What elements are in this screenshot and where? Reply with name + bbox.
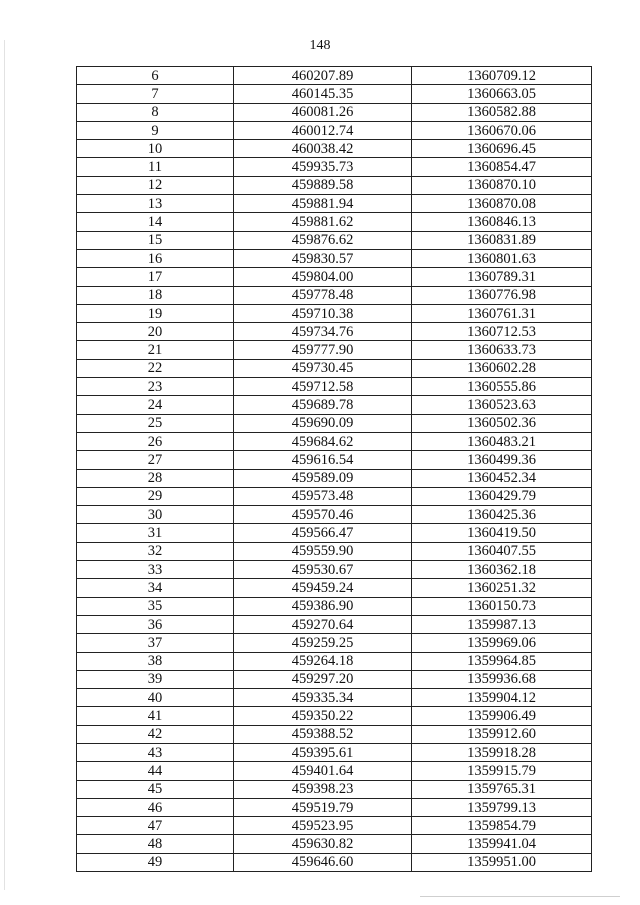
y-coordinate-cell: 1359936.68 xyxy=(412,670,592,688)
table-row xyxy=(77,304,592,322)
y-coordinate-cell: 1360870.08 xyxy=(412,195,592,213)
table-row xyxy=(77,103,592,121)
point-number-cell: 9 xyxy=(77,121,234,139)
table-row xyxy=(77,634,592,652)
point-number-cell: 10 xyxy=(77,140,234,158)
x-coordinate-cell: 460207.89 xyxy=(234,67,412,85)
coordinates-table xyxy=(76,66,592,872)
table-row xyxy=(77,85,592,103)
y-coordinate-cell: 1359765.31 xyxy=(412,780,592,798)
x-coordinate-cell: 459935.73 xyxy=(234,158,412,176)
x-coordinate-cell: 459570.46 xyxy=(234,506,412,524)
x-coordinate-cell: 459519.79 xyxy=(234,798,412,816)
x-coordinate-cell: 459398.23 xyxy=(234,780,412,798)
table-row xyxy=(77,689,592,707)
x-coordinate-cell: 459573.48 xyxy=(234,487,412,505)
y-coordinate-cell: 1360150.73 xyxy=(412,597,592,615)
x-coordinate-cell: 459778.48 xyxy=(234,286,412,304)
y-coordinate-cell: 1359941.04 xyxy=(412,835,592,853)
x-coordinate-cell: 459830.57 xyxy=(234,249,412,267)
table-row xyxy=(77,378,592,396)
y-coordinate-cell: 1360555.86 xyxy=(412,378,592,396)
table-row xyxy=(77,231,592,249)
table-row xyxy=(77,341,592,359)
x-coordinate-cell: 459804.00 xyxy=(234,268,412,286)
x-coordinate-cell: 459689.78 xyxy=(234,396,412,414)
y-coordinate-cell: 1360362.18 xyxy=(412,561,592,579)
point-number-cell: 29 xyxy=(77,487,234,505)
point-number-cell: 43 xyxy=(77,743,234,761)
point-number-cell: 31 xyxy=(77,524,234,542)
x-coordinate-cell: 459264.18 xyxy=(234,652,412,670)
point-number-cell: 6 xyxy=(77,67,234,85)
y-coordinate-cell: 1360483.21 xyxy=(412,432,592,450)
y-coordinate-cell: 1360776.98 xyxy=(412,286,592,304)
table-row xyxy=(77,817,592,835)
x-coordinate-cell: 460081.26 xyxy=(234,103,412,121)
point-number-cell: 39 xyxy=(77,670,234,688)
table-row xyxy=(77,835,592,853)
y-coordinate-cell: 1360831.89 xyxy=(412,231,592,249)
point-number-cell: 34 xyxy=(77,579,234,597)
point-number-cell: 12 xyxy=(77,176,234,194)
y-coordinate-cell: 1359951.00 xyxy=(412,853,592,871)
y-coordinate-cell: 1360854.47 xyxy=(412,158,592,176)
y-coordinate-cell: 1360419.50 xyxy=(412,524,592,542)
point-number-cell: 11 xyxy=(77,158,234,176)
point-number-cell: 14 xyxy=(77,213,234,231)
x-coordinate-cell: 459889.58 xyxy=(234,176,412,194)
y-coordinate-cell: 1360870.10 xyxy=(412,176,592,194)
table-row xyxy=(77,176,592,194)
y-coordinate-cell: 1360425.36 xyxy=(412,506,592,524)
x-coordinate-cell: 459710.38 xyxy=(234,304,412,322)
y-coordinate-cell: 1360709.12 xyxy=(412,67,592,85)
point-number-cell: 41 xyxy=(77,707,234,725)
x-coordinate-cell: 459566.47 xyxy=(234,524,412,542)
x-coordinate-cell: 460145.35 xyxy=(234,85,412,103)
point-number-cell: 37 xyxy=(77,634,234,652)
scan-edge-bottom xyxy=(420,896,620,897)
table-row xyxy=(77,579,592,597)
x-coordinate-cell: 459388.52 xyxy=(234,725,412,743)
x-coordinate-cell: 459401.64 xyxy=(234,762,412,780)
x-coordinate-cell: 460012.74 xyxy=(234,121,412,139)
point-number-cell: 26 xyxy=(77,432,234,450)
point-number-cell: 42 xyxy=(77,725,234,743)
x-coordinate-cell: 459395.61 xyxy=(234,743,412,761)
y-coordinate-cell: 1359969.06 xyxy=(412,634,592,652)
table-row xyxy=(77,780,592,798)
x-coordinate-cell: 459876.62 xyxy=(234,231,412,249)
point-number-cell: 8 xyxy=(77,103,234,121)
table-row xyxy=(77,615,592,633)
point-number-cell: 20 xyxy=(77,323,234,341)
point-number-cell: 23 xyxy=(77,378,234,396)
table-row xyxy=(77,469,592,487)
x-coordinate-cell: 459630.82 xyxy=(234,835,412,853)
point-number-cell: 44 xyxy=(77,762,234,780)
y-coordinate-cell: 1359906.49 xyxy=(412,707,592,725)
point-number-cell: 35 xyxy=(77,597,234,615)
table-row xyxy=(77,286,592,304)
point-number-cell: 30 xyxy=(77,506,234,524)
y-coordinate-cell: 1360761.31 xyxy=(412,304,592,322)
table-row xyxy=(77,249,592,267)
point-number-cell: 7 xyxy=(77,85,234,103)
y-coordinate-cell: 1359799.13 xyxy=(412,798,592,816)
point-number-cell: 33 xyxy=(77,561,234,579)
table-row xyxy=(77,725,592,743)
y-coordinate-cell: 1359904.12 xyxy=(412,689,592,707)
table-row xyxy=(77,487,592,505)
y-coordinate-cell: 1360429.79 xyxy=(412,487,592,505)
x-coordinate-cell: 459350.22 xyxy=(234,707,412,725)
point-number-cell: 13 xyxy=(77,195,234,213)
point-number-cell: 27 xyxy=(77,451,234,469)
table-row xyxy=(77,359,592,377)
y-coordinate-cell: 1360407.55 xyxy=(412,542,592,560)
x-coordinate-cell: 459684.62 xyxy=(234,432,412,450)
x-coordinate-cell: 459589.09 xyxy=(234,469,412,487)
scan-edge-left xyxy=(4,40,5,890)
point-number-cell: 25 xyxy=(77,414,234,432)
table-row xyxy=(77,140,592,158)
point-number-cell: 22 xyxy=(77,359,234,377)
point-number-cell: 18 xyxy=(77,286,234,304)
point-number-cell: 45 xyxy=(77,780,234,798)
y-coordinate-cell: 1359987.13 xyxy=(412,615,592,633)
x-coordinate-cell: 459523.95 xyxy=(234,817,412,835)
table-row xyxy=(77,561,592,579)
y-coordinate-cell: 1360670.06 xyxy=(412,121,592,139)
y-coordinate-cell: 1359964.85 xyxy=(412,652,592,670)
y-coordinate-cell: 1360663.05 xyxy=(412,85,592,103)
x-coordinate-cell: 459881.94 xyxy=(234,195,412,213)
page-number: 148 xyxy=(309,38,331,53)
point-number-cell: 48 xyxy=(77,835,234,853)
point-number-cell: 46 xyxy=(77,798,234,816)
table-row xyxy=(77,542,592,560)
table-row xyxy=(77,506,592,524)
table-row xyxy=(77,121,592,139)
y-coordinate-cell: 1360712.53 xyxy=(412,323,592,341)
y-coordinate-cell: 1359912.60 xyxy=(412,725,592,743)
y-coordinate-cell: 1360582.88 xyxy=(412,103,592,121)
table-row xyxy=(77,67,592,85)
y-coordinate-cell: 1360452.34 xyxy=(412,469,592,487)
point-number-cell: 38 xyxy=(77,652,234,670)
y-coordinate-cell: 1360696.45 xyxy=(412,140,592,158)
point-number-cell: 47 xyxy=(77,817,234,835)
x-coordinate-cell: 459386.90 xyxy=(234,597,412,615)
point-number-cell: 17 xyxy=(77,268,234,286)
table-row xyxy=(77,323,592,341)
point-number-cell: 16 xyxy=(77,249,234,267)
x-coordinate-cell: 459459.24 xyxy=(234,579,412,597)
x-coordinate-cell: 459530.67 xyxy=(234,561,412,579)
y-coordinate-cell: 1359915.79 xyxy=(412,762,592,780)
table-row xyxy=(77,414,592,432)
point-number-cell: 19 xyxy=(77,304,234,322)
point-number-cell: 32 xyxy=(77,542,234,560)
table-row xyxy=(77,743,592,761)
table-row xyxy=(77,158,592,176)
x-coordinate-cell: 459559.90 xyxy=(234,542,412,560)
x-coordinate-cell: 459690.09 xyxy=(234,414,412,432)
x-coordinate-cell: 459777.90 xyxy=(234,341,412,359)
table-row xyxy=(77,762,592,780)
table-row xyxy=(77,451,592,469)
point-number-cell: 15 xyxy=(77,231,234,249)
table-row xyxy=(77,798,592,816)
x-coordinate-cell: 459335.34 xyxy=(234,689,412,707)
y-coordinate-cell: 1359854.79 xyxy=(412,817,592,835)
x-coordinate-cell: 459712.58 xyxy=(234,378,412,396)
y-coordinate-cell: 1360602.28 xyxy=(412,359,592,377)
x-coordinate-cell: 459270.64 xyxy=(234,615,412,633)
point-number-cell: 21 xyxy=(77,341,234,359)
x-coordinate-cell: 460038.42 xyxy=(234,140,412,158)
y-coordinate-cell: 1359918.28 xyxy=(412,743,592,761)
y-coordinate-cell: 1360846.13 xyxy=(412,213,592,231)
y-coordinate-cell: 1360502.36 xyxy=(412,414,592,432)
table-row xyxy=(77,213,592,231)
y-coordinate-cell: 1360499.36 xyxy=(412,451,592,469)
point-number-cell: 40 xyxy=(77,689,234,707)
table-row xyxy=(77,853,592,871)
coordinates-table-body xyxy=(77,67,592,872)
point-number-cell: 28 xyxy=(77,469,234,487)
table-row xyxy=(77,597,592,615)
x-coordinate-cell: 459881.62 xyxy=(234,213,412,231)
table-row xyxy=(77,432,592,450)
table-row xyxy=(77,670,592,688)
point-number-cell: 49 xyxy=(77,853,234,871)
x-coordinate-cell: 459259.25 xyxy=(234,634,412,652)
point-number-cell: 36 xyxy=(77,615,234,633)
y-coordinate-cell: 1360633.73 xyxy=(412,341,592,359)
table-row xyxy=(77,707,592,725)
y-coordinate-cell: 1360251.32 xyxy=(412,579,592,597)
y-coordinate-cell: 1360523.63 xyxy=(412,396,592,414)
table-row xyxy=(77,268,592,286)
x-coordinate-cell: 459616.54 xyxy=(234,451,412,469)
y-coordinate-cell: 1360789.31 xyxy=(412,268,592,286)
table-row xyxy=(77,396,592,414)
table-row xyxy=(77,524,592,542)
table-row xyxy=(77,195,592,213)
y-coordinate-cell: 1360801.63 xyxy=(412,249,592,267)
point-number-cell: 24 xyxy=(77,396,234,414)
x-coordinate-cell: 459730.45 xyxy=(234,359,412,377)
x-coordinate-cell: 459734.76 xyxy=(234,323,412,341)
x-coordinate-cell: 459646.60 xyxy=(234,853,412,871)
x-coordinate-cell: 459297.20 xyxy=(234,670,412,688)
table-row xyxy=(77,652,592,670)
